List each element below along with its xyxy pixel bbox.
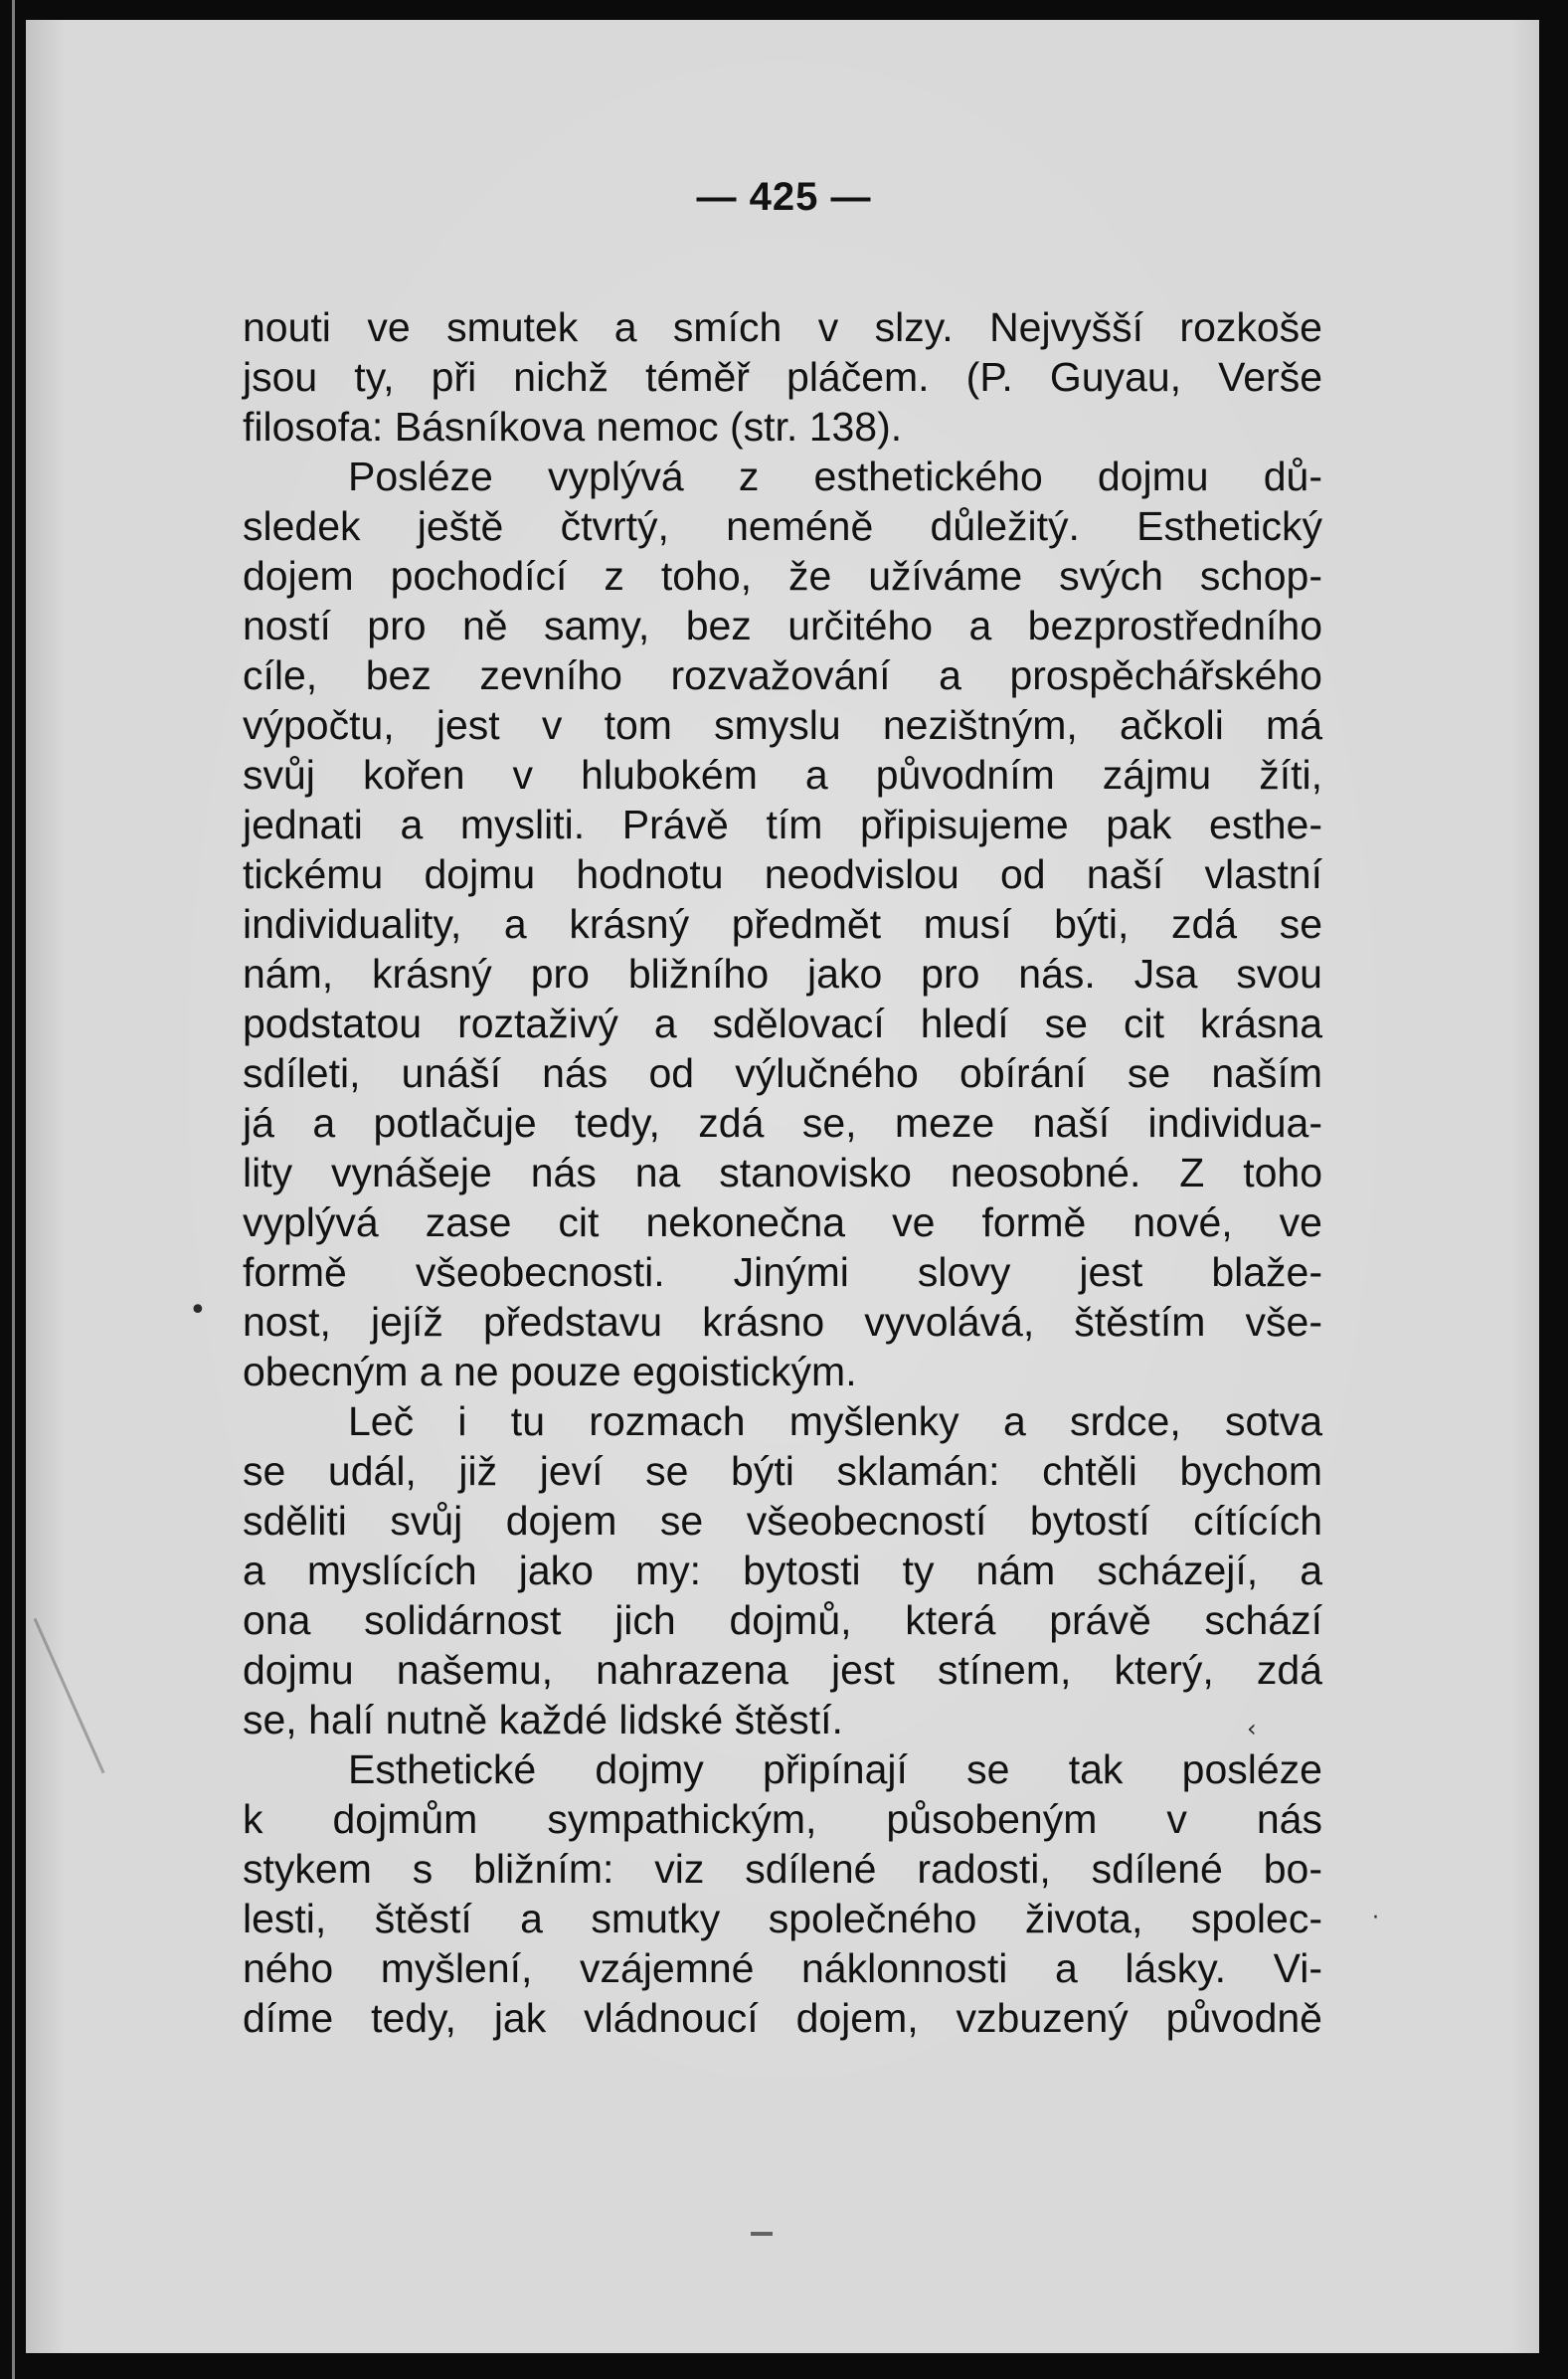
text-line: individuality, a krásný předmět musí býti, zdá se xyxy=(243,901,1322,947)
margin-tick-mark: ‹ xyxy=(1247,1715,1257,1742)
text-line: k dojmům sympathickým, působeným v nás xyxy=(243,1796,1322,1842)
text-line: tickému dojmu hodnotu neodvislou od naší vlastní xyxy=(243,851,1322,897)
binding-edge-line xyxy=(12,0,15,2379)
text-line: se, halí nutně každé lidské štěstí. xyxy=(243,1697,843,1742)
text-line: se udál, již jeví se býti sklamán: chtěli bychom xyxy=(243,1448,1322,1494)
text-line: vyplývá zase cit nekonečna ve formě nové, ve xyxy=(243,1199,1322,1245)
text-line: výpočtu, jest v tom smyslu nezištným, ačkoli má xyxy=(243,702,1322,748)
text-line: filosofa: Básníkova nemoc (str. 138). xyxy=(243,404,903,450)
text-line: jednati a mysliti. Právě tím připisujeme pak esthe- xyxy=(243,802,1322,847)
text-line: jsou ty, při nichž téměř pláčem. (P. Guyau, Verše xyxy=(243,354,1322,400)
text-line: nouti ve smutek a smích v slzy. Nejvyšší rozkoše xyxy=(243,304,1322,350)
text-line: nám, krásný pro bližního jako pro nás. Jsa svou xyxy=(243,951,1322,997)
body-text xyxy=(243,302,1322,2043)
text-line: ona solidárnost jich dojmů, která právě schází xyxy=(243,1597,1322,1643)
text-line: Leč i tu rozmach myšlenky a srdce, sotva xyxy=(348,1398,1322,1444)
text-line: podstatou roztaživý a sdělovací hledí se cit krásna xyxy=(243,1001,1322,1046)
text-line: dojem pochodící z toho, že užíváme svých schop- xyxy=(243,553,1322,599)
margin-dot-mark: · xyxy=(1372,1906,1379,1930)
text-line: cíle, bez zevního rozvažování a prospěchářského xyxy=(243,652,1322,698)
text-line: sdíleti, unáší nás od výlučného obírání se naším xyxy=(243,1050,1322,1096)
text-line: já a potlačuje tedy, zdá se, meze naší individua- xyxy=(243,1100,1322,1146)
text-line: lesti, štěstí a smutky společného života, spolec- xyxy=(243,1896,1322,1941)
text-line: Esthetické dojmy připínají se tak posléze xyxy=(348,1746,1322,1792)
text-line: sděliti svůj dojem se všeobecností bytostí cítících xyxy=(243,1498,1322,1544)
footer-dash-mark xyxy=(751,2232,773,2236)
text-line: a myslících jako my: bytosti ty nám scházejí, a xyxy=(243,1548,1322,1593)
text-line: ností pro ně samy, bez určitého a bezprostředního xyxy=(243,603,1322,648)
text-line: lity vynášeje nás na stanovisko neosobné. Z toho xyxy=(243,1150,1322,1195)
text-line: dojmu našemu, nahrazena jest stínem, který, zdá xyxy=(243,1647,1322,1693)
text-line: obecným a ne pouze egoistickým. xyxy=(243,1349,857,1394)
text-line: stykem s bližním: viz sdílené radosti, sdílené bo- xyxy=(243,1846,1322,1892)
text-line: svůj kořen v hlubokém a původním zájmu žíti, xyxy=(243,752,1322,798)
text-line: díme tedy, jak vládnoucí dojem, vzbuzený původně xyxy=(243,1995,1322,2041)
text-line: formě všeobecnosti. Jinými slovy jest blaže- xyxy=(243,1249,1322,1295)
margin-bullet-mark: • xyxy=(189,1293,207,1328)
text-line: Posléze vyplývá z esthetického dojmu dů- xyxy=(348,454,1322,499)
text-line: nost, jejíž představu krásno vyvolává, štěstím vše- xyxy=(243,1299,1322,1345)
text-line: sledek ještě čtvrtý, neméně důležitý. Esthetický xyxy=(243,503,1322,549)
text-line: ného myšlení, vzájemné náklonnosti a lásky. Vi- xyxy=(243,1945,1322,1991)
page-number: — 425 — xyxy=(696,175,872,219)
